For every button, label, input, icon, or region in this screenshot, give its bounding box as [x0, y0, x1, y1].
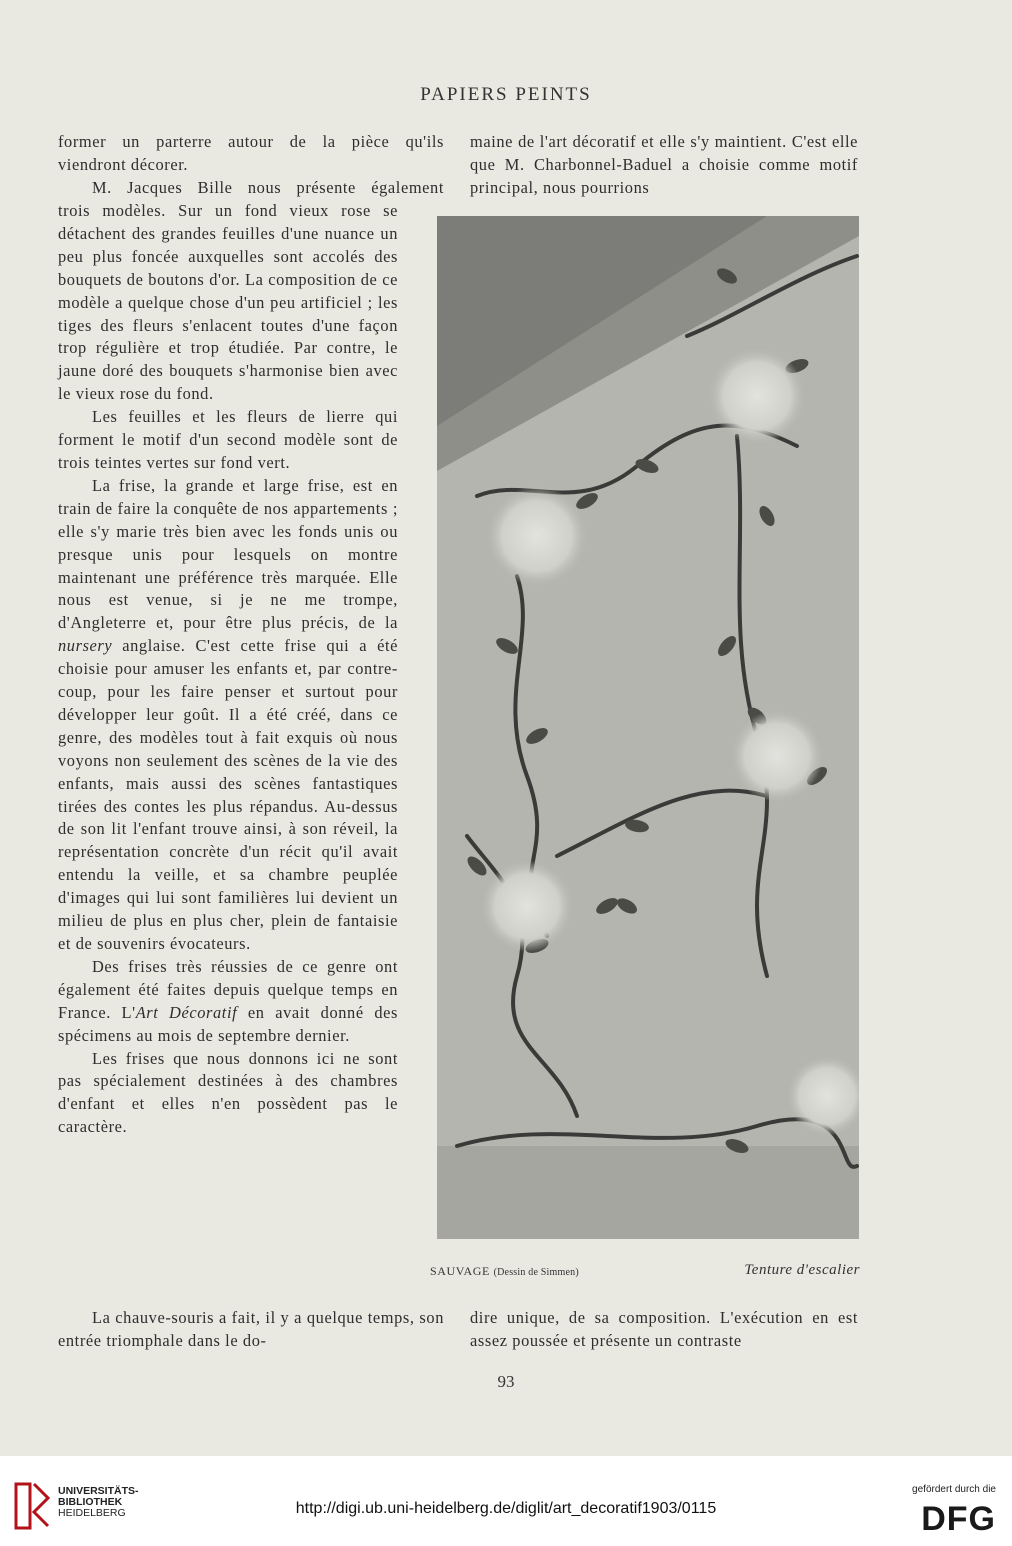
caption-sauvage: SAUVAGE	[430, 1264, 490, 1278]
caption-subject: Tenture d'escalier	[744, 1262, 860, 1278]
floral-pattern-image	[437, 216, 859, 1239]
paragraph-bille	[58, 200, 398, 406]
paragraph-bille-first-line	[58, 177, 444, 200]
library-line-3: HEIDELBERG	[58, 1507, 126, 1519]
paragraph-lierre: Les feuilles et les fleurs de lierre qui forment le motif d'un second modèle sont de trois teintes vertes sur fond vert.	[58, 407, 398, 472]
paragraph-chauve-souris: La chauve-souris a fait, il y a quelque temps, son entrée triomphale dans le do-	[58, 1308, 444, 1350]
paragraph-donnons: Les frises que nous donnons ici ne sont pas spécialement destinées à des chambres d'enfant et elles n'en possèdent pas le caractère.	[58, 1048, 398, 1137]
paragraph-bille-rest: trois modèles. Sur un fond vieux rose se détachent des grandes feuilles d'une nuance un peu plus foncée auxquelles sont accolés des bouquets de boutons d'or. La composition de ce modèle a quelque chose d'un peu artificiel ; les tiges des fleurs s'enlacent toutes d'une façon trop régulière et trop étudiée. Par contre, le jaune doré des bouquets s'harmonise bien avec le vieux rose du fond.	[58, 201, 398, 404]
paragraph-france-a: Des frises très réussies de ce genre ont également été faites depuis quelque temps en France. L'	[58, 956, 398, 1022]
right-paragraph-bottom: dire unique, de sa composition. L'exécution en est assez poussée et présente un contraste	[470, 1308, 858, 1350]
art-decoratif-italic: Art Décoratif	[135, 1002, 238, 1022]
text-line: former un parterre autour de la pièce qu'ils	[58, 132, 444, 151]
library-line-2: BIBLIOTHEK	[58, 1496, 123, 1508]
right-paragraph-top: maine de l'art décoratif et elle s'y maintient. C'est elle que M. Charbonnel-Baduel a choisie comme motif principal, nous pourrions	[470, 132, 858, 197]
paragraph-frise	[58, 475, 398, 956]
right-column-top	[470, 131, 858, 200]
left-column-top	[58, 131, 444, 177]
running-head: PAPIERS PEINTS	[420, 84, 592, 105]
nursery-italic: nursery	[58, 636, 113, 656]
left-column-bille	[58, 177, 444, 200]
wallpaper-illustration	[437, 216, 859, 1239]
digitization-footer	[0, 1456, 1012, 1546]
paragraph-frise-b: anglaise. C'est cette frise qui a été choisie pour amuser les enfants et, par contre-coup, pour les faire penser et surtout pour développer leur goût. Il a été créé, dans ce genre, des modèles tout à fait exquis où nous voyons non seulement des scènes de la vie des enfants, mais aussi des scènes fantastiques tirées des contes les plus répandus. Au-dessus de son lit l'enfant trouve ainsi, à son réveil, la représentation concrète d'un récit qu'il avait entendu la veille, et sa chambre peuplée d'images qui lui sont familières lui devient un milieu de plus en plus cher, plein de fantaisie et de souvenirs évocateurs.	[58, 636, 398, 953]
permalink-url[interactable]: http://digi.ub.uni-heidelberg.de/diglit/art_decoratif1903/0115	[295, 1500, 717, 1517]
caption-title	[430, 1264, 579, 1279]
left-column-final	[58, 1307, 444, 1353]
funding-label: gefördert durch die	[912, 1484, 996, 1495]
right-column-bottom	[470, 1307, 858, 1353]
paragraph-frise-a: La frise, la grande et large frise, est en train de faire la conquête de nos appartements ; elle s'y marie très bien avec les fonds unis ou presque unis pour lesquels on montre maintenant une préférence très marquée. Elle nous est venue, si je ne me trompe, d'Angleterre et, pour être plus précis, de la	[58, 475, 398, 633]
paragraph-france	[58, 956, 398, 1048]
text-line: viendront décorer.	[58, 154, 189, 174]
figure-caption	[430, 1262, 860, 1282]
paragraph-france-b: en avait donné des spécimens au mois de septembre dernier.	[58, 1002, 398, 1045]
left-column-narrow	[58, 200, 398, 1139]
caption-credit: (Dessin de Simmen)	[493, 1267, 579, 1278]
page-number: 93	[497, 1372, 515, 1391]
dfg-logo: DFG	[921, 1500, 996, 1538]
paragraph-bille-text: M. Jacques Bille nous présente également	[92, 178, 444, 197]
library-line-1: UNIVERSITÄTS-	[58, 1485, 139, 1497]
